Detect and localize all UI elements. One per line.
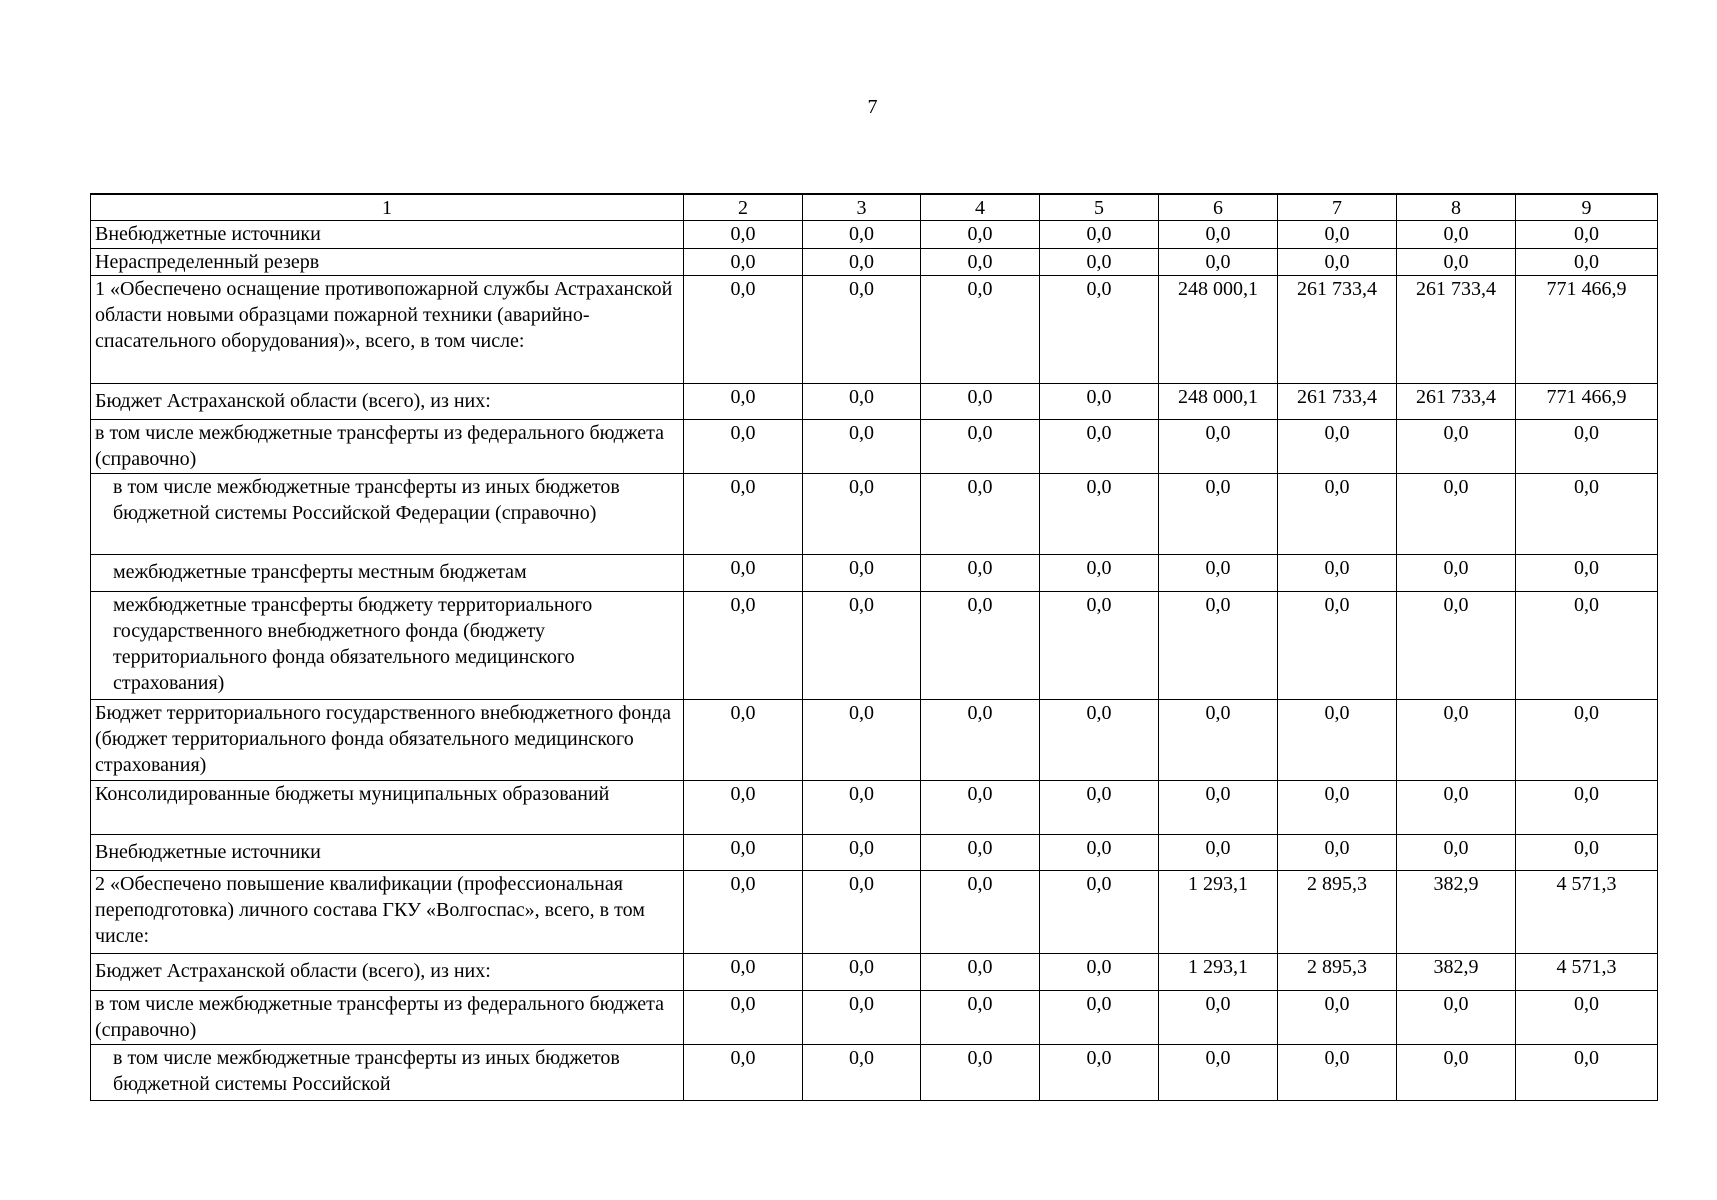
value-cell: 0,0 (921, 555, 1040, 592)
table-body (91, 194, 1658, 1101)
value-cell: 0,0 (684, 420, 803, 474)
value-cell: 0,0 (803, 700, 921, 781)
value-cell: 0,0 (1516, 835, 1658, 871)
value-cell: 0,0 (921, 276, 1040, 384)
value-cell: 0,0 (1040, 474, 1159, 555)
value-cell: 0,0 (1159, 221, 1278, 249)
value-cell: 0,0 (803, 555, 921, 592)
table-header-row (91, 194, 1658, 221)
column-header: 5 (1040, 194, 1159, 221)
table-row (91, 592, 1658, 700)
value-cell: 0,0 (1159, 420, 1278, 474)
value-cell: 0,0 (1278, 555, 1397, 592)
table-row (91, 954, 1658, 991)
row-label: Бюджет Астраханской области (всего), из них: (91, 954, 684, 991)
table-row (91, 991, 1658, 1045)
value-cell: 0,0 (1159, 1045, 1278, 1101)
value-cell: 0,0 (1040, 1045, 1159, 1101)
value-cell: 261 733,4 (1397, 276, 1516, 384)
column-header: 4 (921, 194, 1040, 221)
row-label: 1 «Обеспечено оснащение противопожарной службы Астраханской области новыми образцами пожарной техники (аварийно-спасательного оборудования)», всего, в том числе: (91, 276, 684, 384)
column-header: 9 (1516, 194, 1658, 221)
value-cell: 0,0 (1397, 991, 1516, 1045)
row-label: Консолидированные бюджеты муниципальных образований (91, 781, 684, 835)
value-cell: 248 000,1 (1159, 384, 1278, 420)
table-row (91, 420, 1658, 474)
table-row (91, 781, 1658, 835)
value-cell: 0,0 (1040, 700, 1159, 781)
value-cell: 0,0 (1159, 835, 1278, 871)
value-cell: 0,0 (684, 835, 803, 871)
value-cell: 0,0 (1159, 555, 1278, 592)
column-header: 6 (1159, 194, 1278, 221)
value-cell: 261 733,4 (1397, 384, 1516, 420)
value-cell: 771 466,9 (1516, 384, 1658, 420)
row-label: в том числе межбюджетные трансферты из иных бюджетов бюджетной системы Российской Федерации (справочно) (91, 474, 684, 555)
value-cell: 0,0 (684, 384, 803, 420)
row-label: Бюджет территориального государственного внебюджетного фонда (бюджет территориального фонда обязательного медицинского страхования) (91, 700, 684, 781)
value-cell: 0,0 (684, 954, 803, 991)
value-cell: 0,0 (803, 871, 921, 954)
value-cell: 0,0 (1516, 420, 1658, 474)
row-label: Внебюджетные источники (91, 221, 684, 249)
value-cell: 0,0 (921, 871, 1040, 954)
value-cell: 261 733,4 (1278, 384, 1397, 420)
value-cell: 0,0 (1397, 700, 1516, 781)
value-cell: 0,0 (1516, 249, 1658, 276)
value-cell: 0,0 (803, 592, 921, 700)
value-cell: 0,0 (1397, 835, 1516, 871)
value-cell: 0,0 (921, 1045, 1040, 1101)
value-cell: 0,0 (684, 249, 803, 276)
row-label: в том числе межбюджетные трансферты из иных бюджетов бюджетной системы Российской (91, 1045, 684, 1101)
value-cell: 0,0 (921, 991, 1040, 1045)
value-cell: 1 293,1 (1159, 954, 1278, 991)
value-cell: 0,0 (1159, 474, 1278, 555)
value-cell: 248 000,1 (1159, 276, 1278, 384)
value-cell: 0,0 (1159, 700, 1278, 781)
value-cell: 0,0 (684, 276, 803, 384)
value-cell: 0,0 (684, 781, 803, 835)
value-cell: 0,0 (684, 871, 803, 954)
row-label: Нераспределенный резерв (91, 249, 684, 276)
value-cell: 0,0 (1040, 781, 1159, 835)
value-cell: 0,0 (803, 954, 921, 991)
value-cell: 0,0 (803, 420, 921, 474)
value-cell: 0,0 (1516, 700, 1658, 781)
table-row (91, 276, 1658, 384)
value-cell: 0,0 (1040, 592, 1159, 700)
value-cell: 0,0 (921, 835, 1040, 871)
row-label: в том числе межбюджетные трансферты из федерального бюджета (справочно) (91, 991, 684, 1045)
value-cell: 0,0 (1040, 954, 1159, 991)
value-cell: 382,9 (1397, 871, 1516, 954)
value-cell: 0,0 (803, 1045, 921, 1101)
value-cell: 771 466,9 (1516, 276, 1658, 384)
value-cell: 0,0 (803, 991, 921, 1045)
value-cell: 1 293,1 (1159, 871, 1278, 954)
value-cell: 0,0 (1397, 555, 1516, 592)
table-row (91, 474, 1658, 555)
value-cell: 0,0 (1040, 420, 1159, 474)
value-cell: 0,0 (1278, 781, 1397, 835)
value-cell: 0,0 (921, 781, 1040, 835)
value-cell: 0,0 (684, 700, 803, 781)
page-number: 7 (867, 96, 878, 118)
table-row (91, 221, 1658, 249)
column-header: 1 (91, 194, 684, 221)
table-row (91, 871, 1658, 954)
value-cell: 0,0 (684, 555, 803, 592)
value-cell: 0,0 (1397, 221, 1516, 249)
value-cell: 0,0 (684, 592, 803, 700)
value-cell: 0,0 (1516, 781, 1658, 835)
row-label: межбюджетные трансферты местным бюджетам (91, 555, 684, 592)
value-cell: 0,0 (1397, 781, 1516, 835)
column-header: 7 (1278, 194, 1397, 221)
value-cell: 0,0 (684, 1045, 803, 1101)
value-cell: 0,0 (921, 700, 1040, 781)
value-cell: 0,0 (1159, 592, 1278, 700)
row-label: 2 «Обеспечено повышение квалификации (профессиональная переподготовка) личного состава ГКУ «Волгоспас», всего, в том числе: (91, 871, 684, 954)
value-cell: 382,9 (1397, 954, 1516, 991)
value-cell: 0,0 (1278, 221, 1397, 249)
value-cell: 0,0 (1278, 474, 1397, 555)
value-cell: 0,0 (921, 420, 1040, 474)
value-cell: 0,0 (1516, 991, 1658, 1045)
row-label: в том числе межбюджетные трансферты из федерального бюджета (справочно) (91, 420, 684, 474)
value-cell: 0,0 (1278, 420, 1397, 474)
value-cell: 4 571,3 (1516, 871, 1658, 954)
value-cell: 0,0 (1040, 249, 1159, 276)
value-cell: 0,0 (803, 221, 921, 249)
budget-table (90, 193, 1658, 1101)
value-cell: 0,0 (1516, 555, 1658, 592)
value-cell: 0,0 (803, 276, 921, 384)
value-cell: 0,0 (803, 474, 921, 555)
value-cell: 0,0 (921, 221, 1040, 249)
column-header: 2 (684, 194, 803, 221)
value-cell: 0,0 (921, 384, 1040, 420)
row-label: Внебюджетные источники (91, 835, 684, 871)
value-cell: 0,0 (1516, 221, 1658, 249)
value-cell: 4 571,3 (1516, 954, 1658, 991)
value-cell: 0,0 (684, 991, 803, 1045)
value-cell: 0,0 (1040, 835, 1159, 871)
row-label: Бюджет Астраханской области (всего), из них: (91, 384, 684, 420)
value-cell: 2 895,3 (1278, 871, 1397, 954)
value-cell: 0,0 (803, 781, 921, 835)
value-cell: 0,0 (921, 249, 1040, 276)
value-cell: 2 895,3 (1278, 954, 1397, 991)
value-cell: 0,0 (684, 221, 803, 249)
column-header: 8 (1397, 194, 1516, 221)
table-row (91, 384, 1658, 420)
value-cell: 261 733,4 (1278, 276, 1397, 384)
value-cell: 0,0 (1397, 474, 1516, 555)
value-cell: 0,0 (1278, 592, 1397, 700)
value-cell: 0,0 (921, 592, 1040, 700)
value-cell: 0,0 (1278, 700, 1397, 781)
value-cell: 0,0 (1278, 1045, 1397, 1101)
value-cell: 0,0 (1159, 991, 1278, 1045)
value-cell: 0,0 (803, 384, 921, 420)
value-cell: 0,0 (1516, 474, 1658, 555)
value-cell: 0,0 (1278, 991, 1397, 1045)
value-cell: 0,0 (1159, 781, 1278, 835)
value-cell: 0,0 (1397, 420, 1516, 474)
value-cell: 0,0 (921, 954, 1040, 991)
value-cell: 0,0 (1040, 991, 1159, 1045)
value-cell: 0,0 (1397, 1045, 1516, 1101)
value-cell: 0,0 (921, 474, 1040, 555)
value-cell: 0,0 (1516, 592, 1658, 700)
value-cell: 0,0 (1278, 249, 1397, 276)
value-cell: 0,0 (1040, 276, 1159, 384)
value-cell: 0,0 (1040, 221, 1159, 249)
table-row (91, 555, 1658, 592)
value-cell: 0,0 (803, 835, 921, 871)
value-cell: 0,0 (1397, 249, 1516, 276)
value-cell: 0,0 (1040, 555, 1159, 592)
value-cell: 0,0 (1516, 1045, 1658, 1101)
row-label: межбюджетные трансферты бюджету территориального государственного внебюджетного фонда (бюджету территориального фонда обязательного медицинского страхования) (91, 592, 684, 700)
table-row (91, 700, 1658, 781)
column-header: 3 (803, 194, 921, 221)
value-cell: 0,0 (1397, 592, 1516, 700)
value-cell: 0,0 (1278, 835, 1397, 871)
table-row (91, 249, 1658, 276)
value-cell: 0,0 (684, 474, 803, 555)
table-row (91, 835, 1658, 871)
value-cell: 0,0 (1159, 249, 1278, 276)
value-cell: 0,0 (1040, 384, 1159, 420)
value-cell: 0,0 (1040, 871, 1159, 954)
value-cell: 0,0 (803, 249, 921, 276)
table-row (91, 1045, 1658, 1101)
